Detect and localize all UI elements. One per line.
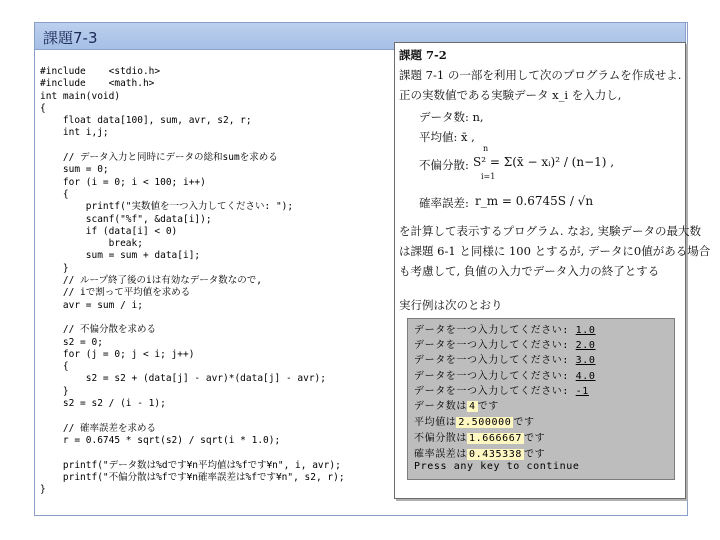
code-line: int main(void) <box>40 90 121 102</box>
slide-title: 課題7-3 <box>43 29 98 47</box>
item-variance-label: 不偏分散: <box>419 158 469 172</box>
code-line: avr = sum / i; <box>40 299 143 311</box>
variance-formula: S² = Σ(x̄ − xᵢ)² / (n−1) , <box>473 155 615 169</box>
code-line: printf("実数値を一つ入力してください: "); <box>40 201 294 213</box>
code-line: break; <box>40 238 143 250</box>
error-formula: r_m = 0.6745S / √n <box>475 194 594 208</box>
code-line <box>40 447 400 459</box>
console-output <box>407 318 675 480</box>
code-line: } <box>40 484 46 496</box>
console-input-row: データを一つ入力してください: 4.0 <box>414 370 596 382</box>
code-line: s2 = 0; <box>40 336 103 348</box>
item-error-label: 確率誤差: <box>419 196 469 210</box>
code-line: // データ入力と同時にデータの総和sumを求める <box>40 152 278 164</box>
example-heading: 実行例は次のとおり <box>399 298 503 312</box>
paragraph-line-3: も考慮して, 負値の入力でデータ入力の終了とする <box>399 264 660 278</box>
code-line: s2 = s2 / (i - 1); <box>40 398 166 410</box>
console-input-row: データを一つ入力してください: 1.0 <box>414 325 596 336</box>
console-error-row: 確率誤差は 0.435338 です <box>414 449 546 460</box>
console-input-row: データを一つ入力してください: -1 <box>414 385 589 397</box>
code-line: sum = sum + data[i]; <box>40 250 201 262</box>
code-line: float data[100], sum, avr, s2, r; <box>40 115 252 127</box>
code-line: scanf("%f", &data[i]); <box>40 213 212 225</box>
task-line-2: 正の実数値である実験データ x_i を入力し, <box>399 88 622 102</box>
code-line: for (j = 0; j < i; j++) <box>40 348 195 360</box>
task-line-1: 課題 7-1 の一部を利用して次のプログラムを作成せよ. <box>399 68 682 82</box>
code-line: { <box>40 102 46 114</box>
console-mean-row: 平均値は 2.500000 です <box>414 417 535 428</box>
paragraph-line-2: は課題 6-1 と同様に 100 とするが, データに0値がある場合 <box>399 244 711 258</box>
code-line: // iで割って平均値を求める <box>40 287 191 299</box>
sum-upper-limit: n <box>483 144 489 153</box>
code-line: { <box>40 361 69 373</box>
code-line: sum = 0; <box>40 164 109 176</box>
code-line: // 確率誤差を求める <box>40 422 157 434</box>
code-listing <box>40 66 400 496</box>
code-line: s2 = s2 + (data[j] - avr)*(data[j] - avr); <box>40 373 326 385</box>
console-footer: Press any key to continue <box>414 461 580 472</box>
code-line: #include <math.h> <box>40 78 155 90</box>
code-line <box>40 410 400 422</box>
code-line: // 不偏分散を求める <box>40 324 157 336</box>
code-line: } <box>40 262 69 274</box>
task-heading: 課題 7-2 <box>399 48 447 62</box>
item-count: データ数: n, <box>419 110 484 124</box>
code-line: if (data[i] < 0) <box>40 225 178 237</box>
code-line <box>40 140 400 152</box>
paragraph-line-1: を計算して表示するプログラム. なお, 実験データの最大数 <box>399 224 702 238</box>
console-variance-row: 不偏分散は 1.666667 です <box>414 433 546 444</box>
code-line: // ループ終了後のiは有効なデータ数なので, <box>40 275 263 287</box>
code-line: for (i = 0; i < 100; i++) <box>40 176 206 188</box>
code-line: } <box>40 385 69 397</box>
code-line: #include <stdio.h> <box>40 66 161 77</box>
code-line: printf("不偏分散は%fです¥n確率誤差は%fです¥n", s2, r); <box>40 471 345 483</box>
code-line <box>40 312 400 324</box>
code-line: r = 0.6745 * sqrt(s2) / sqrt(i * 1.0); <box>40 434 281 446</box>
code-line: { <box>40 188 69 200</box>
sum-lower-limit: i=1 <box>481 172 496 181</box>
task-description-panel <box>394 42 711 499</box>
console-count-row: データ数は 4 です <box>414 401 499 412</box>
code-line: printf("データ数は%dです¥n平均値は%fです¥n", i, avr); <box>40 459 341 471</box>
item-mean: 平均値: x̄ , <box>419 130 475 144</box>
console-input-row: データを一つ入力してください: 3.0 <box>414 355 596 367</box>
console-input-row: データを一つ入力してください: 2.0 <box>414 340 596 352</box>
code-line: int i,j; <box>40 127 109 139</box>
